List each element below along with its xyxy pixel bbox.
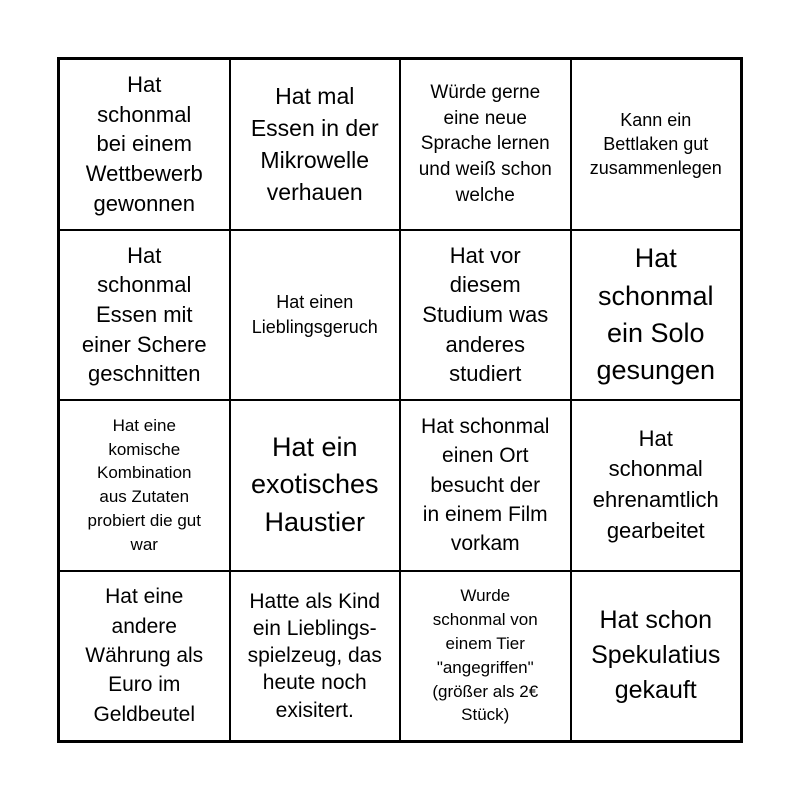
bingo-cell-3[interactable] <box>400 59 571 230</box>
bingo-cell-text: Hat schon Spekulatius gekauft <box>591 606 721 705</box>
bingo-board <box>57 57 743 743</box>
bingo-cell-text: Hat schonmal ein Solo gesungen <box>596 243 716 385</box>
bingo-cell-16[interactable] <box>571 571 742 742</box>
bingo-cell-5[interactable] <box>59 230 230 401</box>
bingo-cell-text: Hat einen Lieblingsgeruch <box>251 292 378 337</box>
bingo-cell-15[interactable] <box>400 571 571 742</box>
bingo-cell-13[interactable] <box>59 571 230 742</box>
bingo-cell-text: Hat schonmal ehrenamtlich gearbeitet <box>592 425 719 544</box>
bingo-cell-12[interactable] <box>571 400 742 571</box>
bingo-cell-14[interactable] <box>230 571 401 742</box>
bingo-cell-9[interactable] <box>59 400 230 571</box>
bingo-cell-text: Hat schonmal einen Ort besucht der in einem Film vorkam <box>421 414 550 556</box>
bingo-cell-text: Hat schonmal Essen mit einer Schere geschnitten <box>81 242 207 387</box>
bingo-cell-text: Wurde schonmal von einem Tier "angegriffen" (größer als 2€ Stück) <box>432 586 539 725</box>
bingo-cell-text: Hat eine andere Währung als Euro im Geldbeutel <box>85 585 204 726</box>
bingo-cell-8[interactable] <box>571 230 742 401</box>
bingo-cell-11[interactable] <box>400 400 571 571</box>
bingo-cell-text: Würde gerne eine neue Sprache lernen und weiß schon welche <box>418 82 552 206</box>
bingo-cell-text: Hat eine komische Kombination aus Zutaten probiert die gut war <box>87 415 201 554</box>
bingo-cell-text: Kann ein Bettlaken gut zusammenlegen <box>589 109 722 179</box>
bingo-cell-text: Hat schonmal bei einem Wettbewerb gewonnen <box>85 72 203 216</box>
bingo-cell-6[interactable] <box>230 230 401 401</box>
bingo-cell-1[interactable] <box>59 59 230 230</box>
bingo-cell-text: Hat mal Essen in der Mikrowelle verhauen <box>250 82 379 206</box>
bingo-cell-text: Hat vor diesem Studium was anderes studiert <box>422 242 549 387</box>
bingo-cell-10[interactable] <box>230 400 401 571</box>
bingo-cell-4[interactable] <box>571 59 742 230</box>
bingo-cell-text: Hat ein exotisches Haustier <box>250 431 379 538</box>
bingo-cell-2[interactable] <box>230 59 401 230</box>
bingo-cell-7[interactable] <box>400 230 571 401</box>
bingo-cell-text: Hatte als Kind ein Lieblings- spielzeug, das heute noch exisitert. <box>247 589 382 722</box>
